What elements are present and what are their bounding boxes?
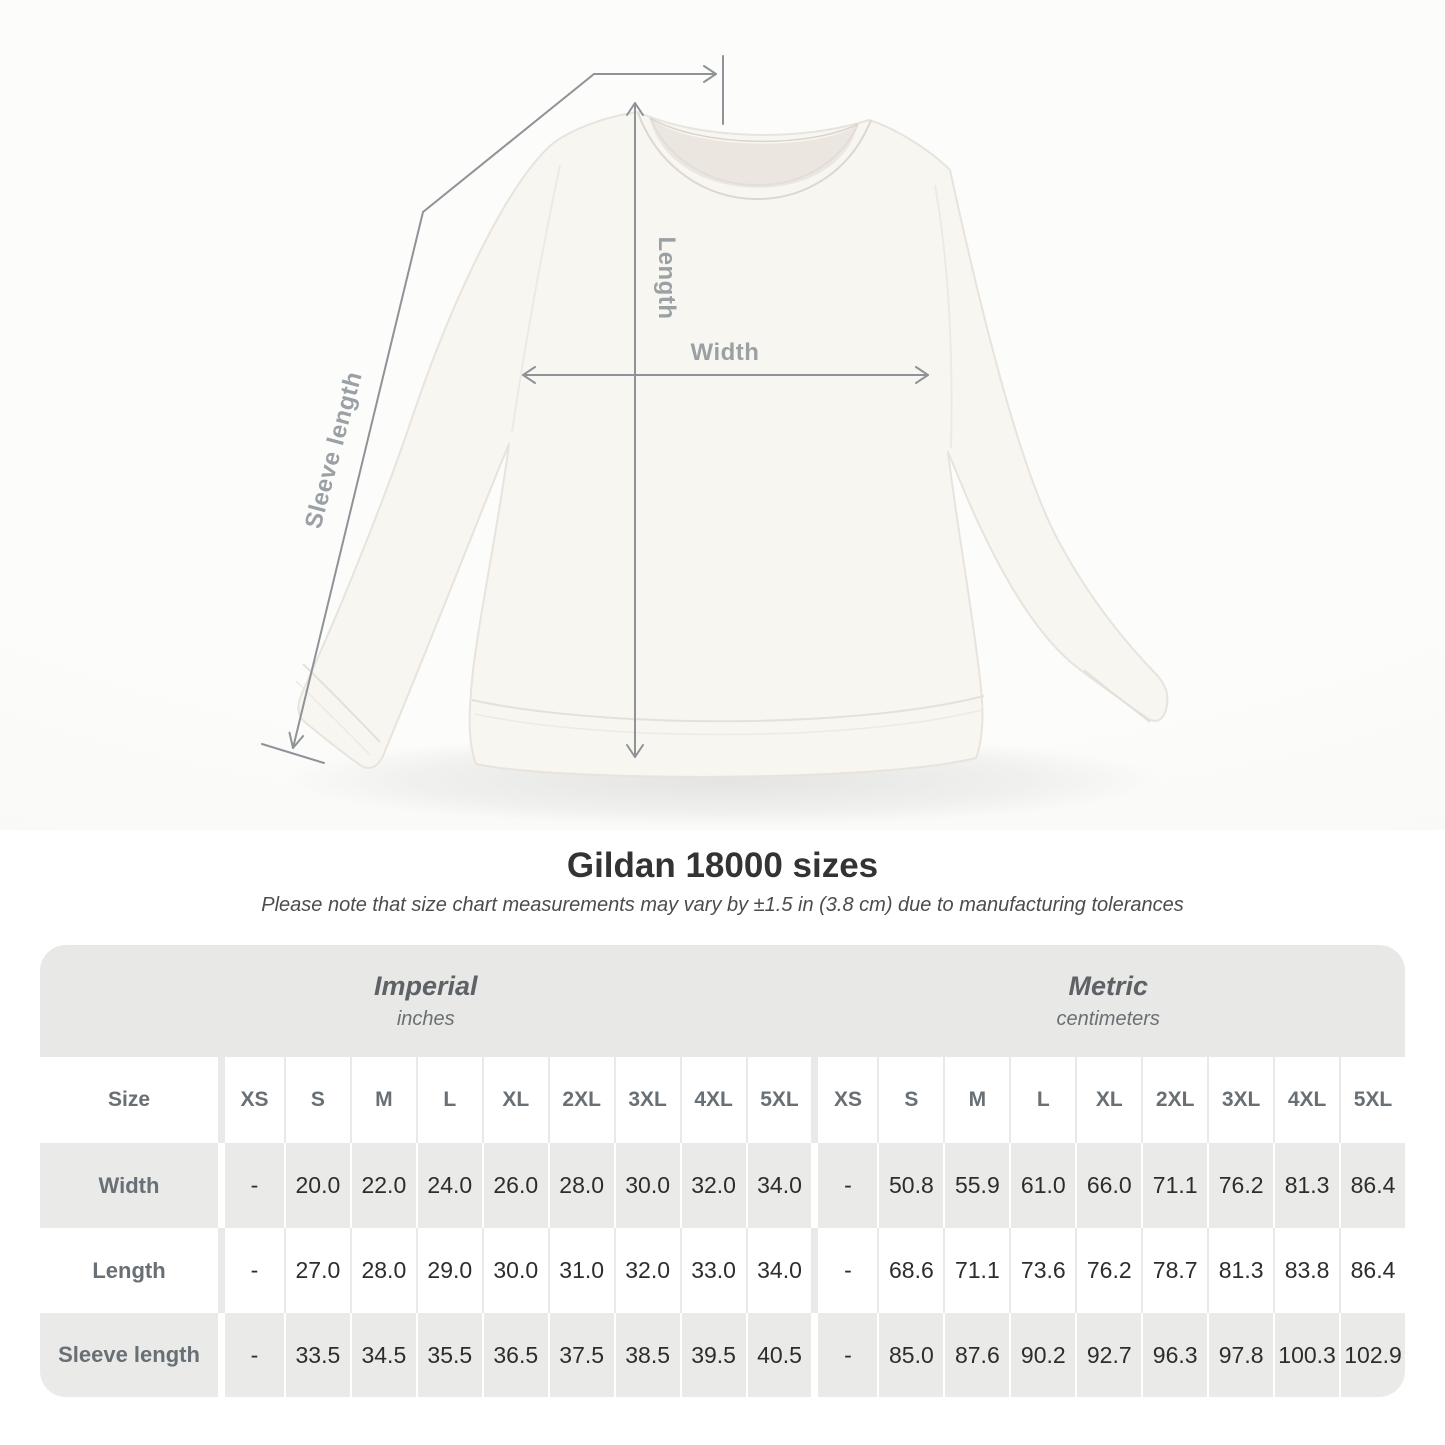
size-header-imperial-xl: XL — [482, 1057, 548, 1143]
table-cell: 32.0 — [614, 1228, 680, 1313]
metric-title: Metric — [1068, 971, 1148, 1001]
imperial-title: Imperial — [373, 971, 478, 1001]
table-cell: 102.9 — [1339, 1313, 1405, 1397]
table-cell: 73.6 — [1009, 1228, 1075, 1313]
table-cell: 27.0 — [284, 1228, 350, 1313]
table-cell: 20.0 — [284, 1143, 350, 1228]
table-cell: 33.5 — [284, 1313, 350, 1397]
table-cell: 71.1 — [1141, 1143, 1207, 1228]
table-cell: 85.0 — [877, 1313, 943, 1397]
sweatshirt-illustration — [296, 112, 1168, 777]
table-cell: 26.0 — [482, 1143, 548, 1228]
table-cell: 55.9 — [943, 1143, 1009, 1228]
table-cell: 71.1 — [943, 1228, 1009, 1313]
table-cell: 66.0 — [1075, 1143, 1141, 1228]
size-header-metric-xl: XL — [1075, 1057, 1141, 1143]
page-title: Gildan 18000 sizes — [566, 846, 879, 885]
table-cell: 90.2 — [1009, 1313, 1075, 1397]
size-header-metric-4xl: 4XL — [1273, 1057, 1339, 1143]
table-cell: 78.7 — [1141, 1228, 1207, 1313]
table-cell: 81.3 — [1273, 1143, 1339, 1228]
imperial-header — [40, 945, 811, 1057]
metric-units: centimeters — [1056, 1008, 1160, 1030]
table-cell: 35.5 — [416, 1313, 482, 1397]
size-header-imperial-4xl: 4XL — [680, 1057, 746, 1143]
table-cell: 30.0 — [482, 1228, 548, 1313]
row-label-width: Width — [40, 1143, 218, 1228]
table-cell: 92.7 — [1075, 1313, 1141, 1397]
table-cell: 87.6 — [943, 1313, 1009, 1397]
table-cell: 22.0 — [350, 1143, 416, 1228]
table-cell: 24.0 — [416, 1143, 482, 1228]
width-label: Width — [690, 339, 760, 366]
size-header-metric-3xl: 3XL — [1207, 1057, 1273, 1143]
size-header-metric-5xl: 5XL — [1339, 1057, 1405, 1143]
size-header-imperial-xs: XS — [218, 1057, 284, 1143]
table-cell: 32.0 — [680, 1143, 746, 1228]
size-header-metric-m: M — [943, 1057, 1009, 1143]
table-cell: 38.5 — [614, 1313, 680, 1397]
table-cell: 34.5 — [350, 1313, 416, 1397]
size-header-imperial-2xl: 2XL — [548, 1057, 614, 1143]
table-cell: 31.0 — [548, 1228, 614, 1313]
table-cell: 29.0 — [416, 1228, 482, 1313]
table-cell: 34.0 — [746, 1143, 812, 1228]
imperial-units: inches — [396, 1008, 455, 1030]
size-header-imperial-3xl: 3XL — [614, 1057, 680, 1143]
title-block — [0, 846, 1445, 917]
table-cell: - — [218, 1313, 284, 1397]
table-cell: 86.4 — [1339, 1228, 1405, 1313]
table-cell: 100.3 — [1273, 1313, 1339, 1397]
tolerance-note: Please note that size chart measurements may vary by ±1.5 in (3.8 cm) due to manufacturing tolerances — [261, 894, 1184, 916]
table-cell: 28.0 — [350, 1228, 416, 1313]
table-cell: - — [811, 1228, 877, 1313]
metric-header — [811, 945, 1405, 1057]
table-cell: 28.0 — [548, 1143, 614, 1228]
table-cell: 34.0 — [746, 1228, 812, 1313]
table-cell: - — [811, 1143, 877, 1228]
size-header-metric-xs: XS — [811, 1057, 877, 1143]
size-header-imperial-5xl: 5XL — [746, 1057, 812, 1143]
table-cell: - — [218, 1228, 284, 1313]
table-cell: 81.3 — [1207, 1228, 1273, 1313]
size-table — [40, 945, 1405, 1397]
table-cell: 97.8 — [1207, 1313, 1273, 1397]
table-cell: - — [218, 1143, 284, 1228]
table-cell: 76.2 — [1075, 1228, 1141, 1313]
size-header-imperial-s: S — [284, 1057, 350, 1143]
table-cell: 76.2 — [1207, 1143, 1273, 1228]
table-cell: 50.8 — [877, 1143, 943, 1228]
size-header-imperial-m: M — [350, 1057, 416, 1143]
table-cell: 68.6 — [877, 1228, 943, 1313]
size-header-metric-s: S — [877, 1057, 943, 1143]
table-cell: - — [811, 1313, 877, 1397]
table-cell: 39.5 — [680, 1313, 746, 1397]
length-label: Length — [653, 236, 680, 320]
table-cell: 61.0 — [1009, 1143, 1075, 1228]
table-cell: 86.4 — [1339, 1143, 1405, 1228]
table-cell: 96.3 — [1141, 1313, 1207, 1397]
sleeve-length-label: Sleeve length — [299, 368, 368, 532]
table-cell: 37.5 — [548, 1313, 614, 1397]
table-cell: 33.0 — [680, 1228, 746, 1313]
table-cell: 83.8 — [1273, 1228, 1339, 1313]
size-header-metric-l: L — [1009, 1057, 1075, 1143]
table-cell: 40.5 — [746, 1313, 812, 1397]
row-label-length: Length — [40, 1228, 218, 1313]
size-header-metric-2xl: 2XL — [1141, 1057, 1207, 1143]
table-cell: 36.5 — [482, 1313, 548, 1397]
table-cell: 30.0 — [614, 1143, 680, 1228]
size-column-header: Size — [40, 1057, 218, 1143]
row-label-sleeve-length: Sleeve length — [40, 1313, 218, 1397]
size-header-imperial-l: L — [416, 1057, 482, 1143]
